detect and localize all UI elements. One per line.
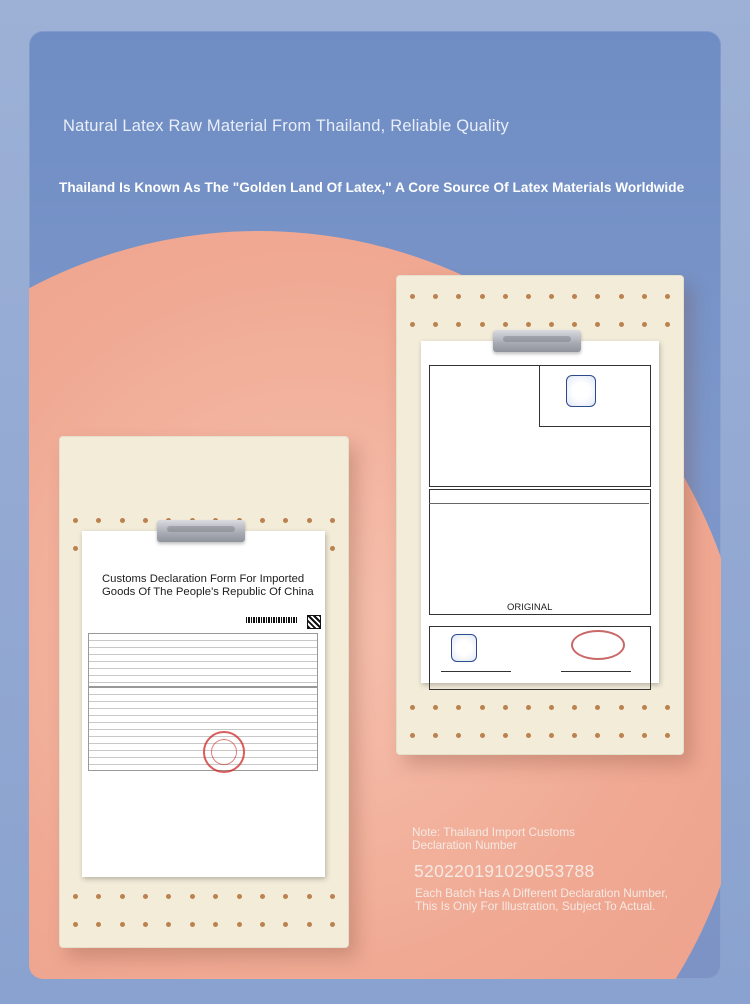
board-clip (493, 330, 581, 352)
declaration-note-description: Each Batch Has A Different Declaration Number, This Is Only For Illustration, Subject To Actual. (415, 886, 668, 913)
qr-code-icon (307, 615, 321, 629)
original-label: ORIGINAL (507, 602, 553, 613)
table-divider (429, 503, 649, 504)
declaration-note-label: Note: Thailand Import Customs Declaration Number (412, 825, 576, 852)
certificate-of-origin-paper (421, 341, 659, 683)
red-authority-stamp (571, 630, 625, 660)
dot-row-top (410, 294, 670, 304)
cert-goods-table (429, 489, 651, 615)
signature-line-left (441, 671, 511, 672)
dot-row-bottom-1 (410, 705, 670, 715)
red-customs-stamp (203, 731, 245, 773)
banner-title: Natural Latex Raw Material From Thailand, Reliable Quality (63, 117, 509, 135)
right-clipboard (396, 275, 684, 755)
chamber-emblem-icon (566, 375, 596, 407)
form-grid-upper (88, 633, 318, 687)
banner-subtitle: Thailand Is Known As The "Golden Land Of Latex," A Core Source Of Latex Materials Worldwide (59, 180, 685, 195)
dot-row-bottom-2 (410, 733, 670, 743)
dot-row-bottom-2 (73, 922, 335, 932)
content-panel (29, 31, 721, 979)
declaration-number: 520220191029053788 (414, 861, 595, 881)
barcode-image (246, 617, 298, 623)
board-clip (157, 520, 245, 542)
left-clipboard (59, 436, 349, 948)
customs-declaration-paper (82, 531, 325, 877)
chamber-seal-icon (451, 634, 477, 662)
customs-form-heading: Customs Declaration Form For Imported Goods Of The People's Republic Of China (102, 573, 314, 598)
dot-row-bottom-1 (73, 894, 335, 904)
signature-line-right (561, 671, 631, 672)
